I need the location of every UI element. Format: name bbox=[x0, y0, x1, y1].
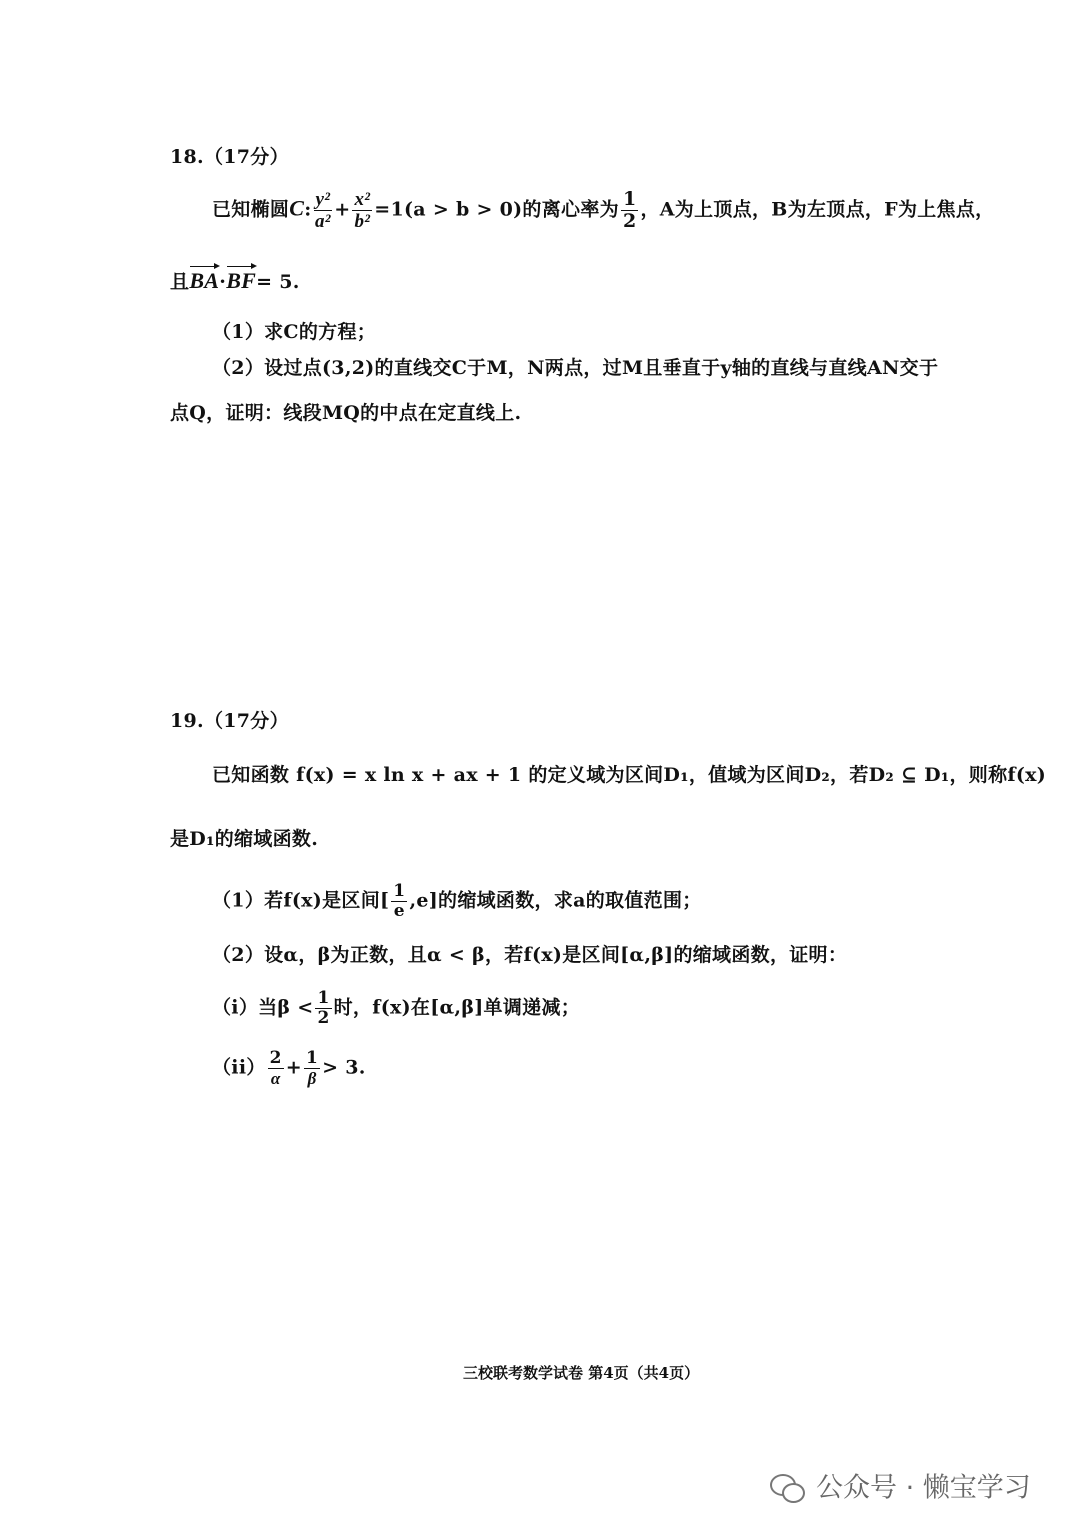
vector-ba: BA bbox=[189, 268, 220, 293]
eccentricity-fraction bbox=[621, 190, 639, 231]
q19-text: （1）若f(x)是区间[ bbox=[212, 889, 390, 912]
fraction-numerator: y² bbox=[315, 189, 331, 210]
q19-text: （ii） bbox=[212, 1056, 266, 1079]
plus-sign: + bbox=[334, 198, 351, 221]
q18-part2-line1: （2）设过点(3,2)的直线交C于M，N两点，过M且垂直于y轴的直线与直线AN交于 bbox=[212, 357, 939, 379]
plus-sign: + bbox=[285, 1056, 303, 1079]
q18-part2-line2: 点Q，证明：线段MQ的中点在定直线上. bbox=[170, 402, 522, 424]
ellipse-fraction-1 bbox=[314, 190, 333, 231]
ellipse-fraction-2 bbox=[352, 190, 372, 231]
q19-part2: （2）设α，β为正数，且α < β，若f(x)是区间[α,β]的缩域函数，证明： bbox=[212, 944, 848, 966]
q18-part1: （1）求C的方程； bbox=[212, 321, 377, 343]
fraction-numerator: 1 bbox=[306, 1048, 319, 1068]
beta-bound-fraction bbox=[315, 990, 331, 1027]
fraction-numerator: 2 bbox=[269, 1048, 282, 1068]
q18-line1 bbox=[212, 190, 994, 231]
q18-symbol: C bbox=[289, 195, 305, 221]
q18-line2 bbox=[170, 270, 300, 292]
q19-line1: 已知函数 f(x) = x ln x + ax + 1 的定义域为区间D₁，值域为区间D₂，若D₂ ⊆ D₁，则称f(x) bbox=[212, 764, 1047, 786]
inequality-fraction-1 bbox=[268, 1050, 284, 1087]
ellipse-condition: =1(a > b > 0) bbox=[374, 198, 523, 221]
fraction-denominator: β bbox=[307, 1069, 317, 1088]
q18-text: 已知椭圆 bbox=[212, 198, 290, 221]
fraction-denominator: e bbox=[393, 901, 405, 921]
fraction-numerator: x² bbox=[354, 189, 371, 210]
page-footer: 三校联考数学试卷 第4页（共4页） bbox=[463, 1364, 700, 1382]
fraction-numerator: 1 bbox=[317, 988, 330, 1008]
q19-heading: 19.（17分） bbox=[170, 710, 289, 732]
q19-part1 bbox=[212, 883, 702, 920]
watermark bbox=[770, 1474, 1031, 1504]
q19-line2: 是D₁的缩域函数. bbox=[170, 828, 319, 850]
q19-sub2 bbox=[212, 1050, 366, 1087]
fraction-denominator: b² bbox=[354, 211, 371, 232]
q19-text: 时，f(x)在[α,β]单调递减； bbox=[333, 996, 581, 1019]
q19-text: > 3. bbox=[322, 1056, 366, 1079]
fraction-denominator: α bbox=[270, 1069, 281, 1088]
interval-fraction bbox=[391, 883, 407, 920]
q18-text: ，A为上顶点，B为左顶点，F为上焦点， bbox=[640, 198, 995, 221]
vector-bf: BF bbox=[226, 268, 257, 293]
q19-text: （i）当β < bbox=[212, 996, 314, 1019]
fraction-numerator: 1 bbox=[393, 881, 406, 901]
watermark-text: 公众号 · 懒宝学习 bbox=[816, 1472, 1031, 1504]
fraction-denominator: 2 bbox=[317, 1008, 330, 1028]
fraction-numerator: 1 bbox=[622, 188, 637, 210]
inequality-fraction-2 bbox=[304, 1050, 320, 1087]
q18-colon: : bbox=[304, 198, 312, 221]
q19-text: ,e]的缩域函数，求a的取值范围； bbox=[409, 889, 702, 912]
q18-text: 且 bbox=[170, 271, 190, 293]
fraction-denominator: 2 bbox=[622, 210, 637, 232]
q18-text: = 5. bbox=[256, 271, 300, 293]
fraction-denominator: a² bbox=[314, 211, 331, 232]
dot-product: · bbox=[219, 271, 227, 293]
wechat-icon bbox=[770, 1474, 806, 1504]
q18-text: 的离心率为 bbox=[522, 198, 619, 221]
q19-sub1 bbox=[212, 990, 580, 1027]
q18-heading: 18.（17分） bbox=[170, 146, 289, 168]
